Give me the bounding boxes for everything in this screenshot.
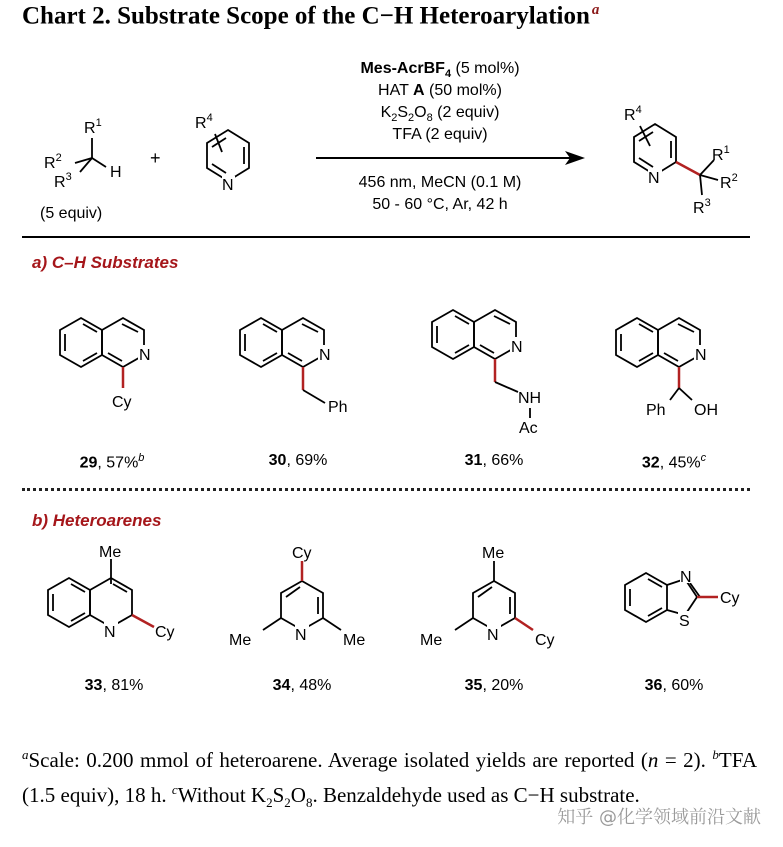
compound-29-structure bbox=[60, 318, 152, 411]
compound-34-me-left: Me bbox=[229, 632, 252, 649]
condition-line-1: 456 nm, MeCN (0.1 M) bbox=[358, 174, 522, 191]
compound-34-structure bbox=[263, 561, 341, 630]
footnote: $^a$Scale: 0.200 mmol of heteroarene. Average isolated yields are reported (n = 2). $^b$TFA (1.5 equiv), 18 h. $^c$Without $K_2S_2O_8$. Benzaldehyde used as C−H substrate. bbox=[22, 747, 757, 811]
reaction-scheme bbox=[0, 40, 783, 240]
pyridine-n: N bbox=[222, 177, 234, 194]
r2-label: $R^2$ bbox=[44, 152, 62, 172]
section-a-label: a) C–H Substrates bbox=[32, 253, 179, 272]
compound-30-label: 30, 69% bbox=[268, 452, 328, 469]
chart-title bbox=[22, 2, 599, 30]
reagent-line-2: HAT A (50 mol%) bbox=[378, 82, 502, 99]
compound-36-s: S bbox=[679, 613, 690, 630]
compound-31-nh: NH bbox=[518, 390, 542, 407]
compound-31-ac: Ac bbox=[519, 420, 538, 437]
title-footnote-mark: a bbox=[591, 2, 600, 18]
r3-product-label: $R^3$ bbox=[693, 197, 711, 217]
compound-29-substituent: Cy bbox=[112, 394, 132, 411]
compound-29-n: N bbox=[139, 347, 151, 364]
r2-product-label: $R^2$ bbox=[720, 172, 738, 192]
compound-33-cy: Cy bbox=[155, 624, 175, 641]
compound-31-label: 31, 66% bbox=[464, 452, 524, 469]
reaction-arrow bbox=[316, 151, 585, 165]
row-heteroarenes bbox=[0, 545, 783, 675]
r4-product-label: $R^4$ bbox=[624, 104, 642, 124]
r4-reactant-label: $R^4$ bbox=[195, 112, 213, 132]
compound-33-label: 33, 81% bbox=[84, 677, 144, 694]
reagent-line-4: TFA (2 equiv) bbox=[392, 126, 488, 143]
compound-35-me-left: Me bbox=[420, 632, 443, 649]
compound-35-n: N bbox=[487, 627, 499, 644]
compound-32-oh: OH bbox=[694, 402, 718, 419]
spacer bbox=[22, 720, 750, 721]
compound-32-ph: Ph bbox=[646, 402, 666, 419]
compound-36-n: N bbox=[680, 569, 692, 586]
compound-33-n: N bbox=[104, 624, 116, 641]
compound-33-structure bbox=[48, 559, 154, 627]
compound-35-label: 35, 20% bbox=[464, 677, 524, 694]
compound-29-label: 29, 57%$^b$ bbox=[79, 452, 145, 472]
compound-35-cy: Cy bbox=[535, 632, 555, 649]
ch-substrate bbox=[40, 117, 122, 222]
product-structure bbox=[634, 124, 718, 195]
pyridine-reactant bbox=[207, 130, 249, 181]
section-b-label: b) Heteroarenes bbox=[32, 511, 162, 530]
compound-34-label: 34, 48% bbox=[272, 677, 332, 694]
condition-line-2: 50 - 60 °C, Ar, 42 h bbox=[372, 196, 508, 213]
r1-product-label: $R^1$ bbox=[712, 144, 730, 164]
compound-36-label: 36, 60% bbox=[644, 677, 704, 694]
compound-35-structure bbox=[455, 561, 533, 630]
compound-35-me-top: Me bbox=[482, 545, 505, 562]
compound-32-structure bbox=[616, 318, 718, 419]
row-ch-substrates bbox=[0, 300, 783, 440]
compound-31-n: N bbox=[511, 339, 523, 356]
reagent-line-3: $K_2S_2O_8$ (2 equiv) bbox=[380, 104, 500, 124]
compound-33-me: Me bbox=[99, 545, 122, 561]
plus-sign: + bbox=[150, 148, 161, 168]
watermark: 知乎 @化学领域前沿文献 bbox=[557, 807, 761, 828]
compound-31-structure bbox=[432, 310, 541, 437]
h-label: H bbox=[110, 164, 122, 181]
compound-32-label: 32, 45%$^c$ bbox=[641, 452, 707, 472]
compound-34-cy: Cy bbox=[292, 545, 312, 562]
compound-30-structure bbox=[240, 318, 348, 416]
section-divider bbox=[22, 488, 750, 491]
r1-label: $R^1$ bbox=[84, 117, 102, 137]
reagent-line-1: Mes-AcrBF$_4$ (5 mol%) bbox=[360, 60, 520, 80]
r3-label: $R^3$ bbox=[54, 171, 72, 191]
compound-30-substituent: Ph bbox=[328, 399, 348, 416]
chart-title-text: Chart 2. Substrate Scope of the C−H Heteroarylation bbox=[22, 2, 590, 30]
product-n: N bbox=[648, 170, 660, 187]
substrate-equiv: (5 equiv) bbox=[40, 205, 103, 222]
compound-34-n: N bbox=[295, 627, 307, 644]
compound-36-cy: Cy bbox=[720, 590, 740, 607]
compound-36-structure bbox=[625, 573, 718, 622]
scheme-divider bbox=[22, 236, 750, 238]
compound-34-me-right: Me bbox=[343, 632, 366, 649]
compound-30-n: N bbox=[319, 347, 331, 364]
compound-32-n: N bbox=[695, 347, 707, 364]
